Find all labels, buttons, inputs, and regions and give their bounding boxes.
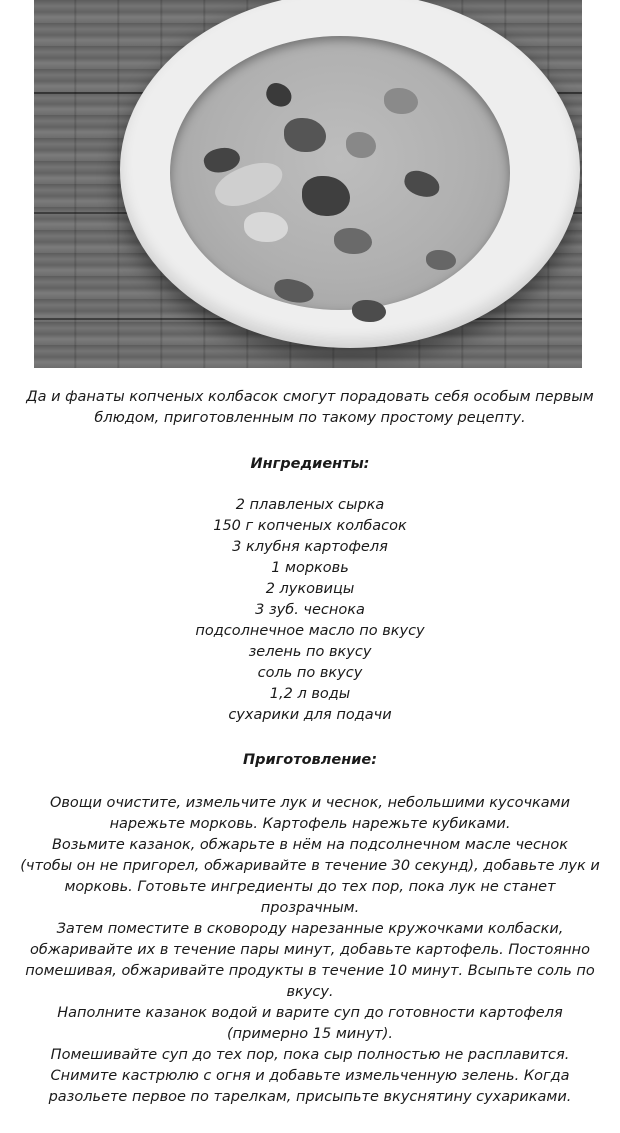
intro-line: блюдом, приготовленным по такому простому рецепту. (94, 410, 526, 426)
ingredients-list (0, 495, 620, 726)
list-item: 3 клубня картофеля (232, 539, 388, 555)
step-line: Затем поместите в сковороду нарезанные кружочками колбаски, (56, 921, 564, 937)
step-line: Снимите кастрюлю с огня и добавьте измельченную зелень. Когда (50, 1068, 570, 1084)
step-line: Овощи очистите, измельчите лук и чеснок, небольшими кусочками (49, 795, 571, 811)
list-item: 1,2 л воды (269, 686, 351, 702)
intro-text (0, 387, 620, 429)
list-item: сухарики для подачи (228, 707, 392, 723)
step-line: (примерно 15 минут). (227, 1026, 393, 1042)
list-item: 150 г копченых колбасок (213, 518, 407, 534)
step-line: обжаривайте их в течение пары минут, добавьте картофель. Постоянно (30, 942, 590, 958)
step-line: вкусу. (286, 984, 334, 1000)
step-line: Помешивайте суп до тех пор, пока сыр полностью не расплавится. (50, 1047, 570, 1063)
step-line: помешивая, обжаривайте продукты в течение 10 минут. Всыпьте соль по (25, 963, 595, 979)
list-item: 1 морковь (271, 560, 349, 576)
step-line: нарежьте морковь. Картофель нарежьте кубиками. (109, 816, 511, 832)
step-line: морковь. Готовьте ингредиенты до тех пор, пока лук не станет (64, 879, 556, 895)
list-item: 3 зуб. чеснока (255, 602, 365, 618)
steps-text (0, 793, 620, 1108)
list-item: 2 плавленых сырка (235, 497, 385, 513)
step-line: (чтобы он не пригорел, обжаривайте в течение 30 секунд), добавьте лук и (20, 858, 600, 874)
step-line: прозрачным. (260, 900, 360, 916)
step-line: разольете первое по тарелкам, присыпьте вкуснятину сухариками. (48, 1089, 572, 1105)
step-line: Возьмите казанок, обжарьте в нём на подсолнечном масле чеснок (51, 837, 569, 853)
list-item: зелень по вкусу (248, 644, 372, 660)
steps-heading: Приготовление: (242, 752, 378, 768)
intro-line: Да и фанаты копченых колбасок смогут порадовать себя особым первым (26, 389, 594, 405)
soup-surface (170, 36, 510, 310)
soup-photo (34, 0, 582, 368)
ingredients-heading: Ингредиенты: (250, 456, 370, 472)
list-item: соль по вкусу (257, 665, 363, 681)
list-item: подсолнечное масло по вкусу (195, 623, 425, 639)
step-line: Наполните казанок водой и варите суп до готовности картофеля (57, 1005, 563, 1021)
list-item: 2 луковицы (265, 581, 355, 597)
